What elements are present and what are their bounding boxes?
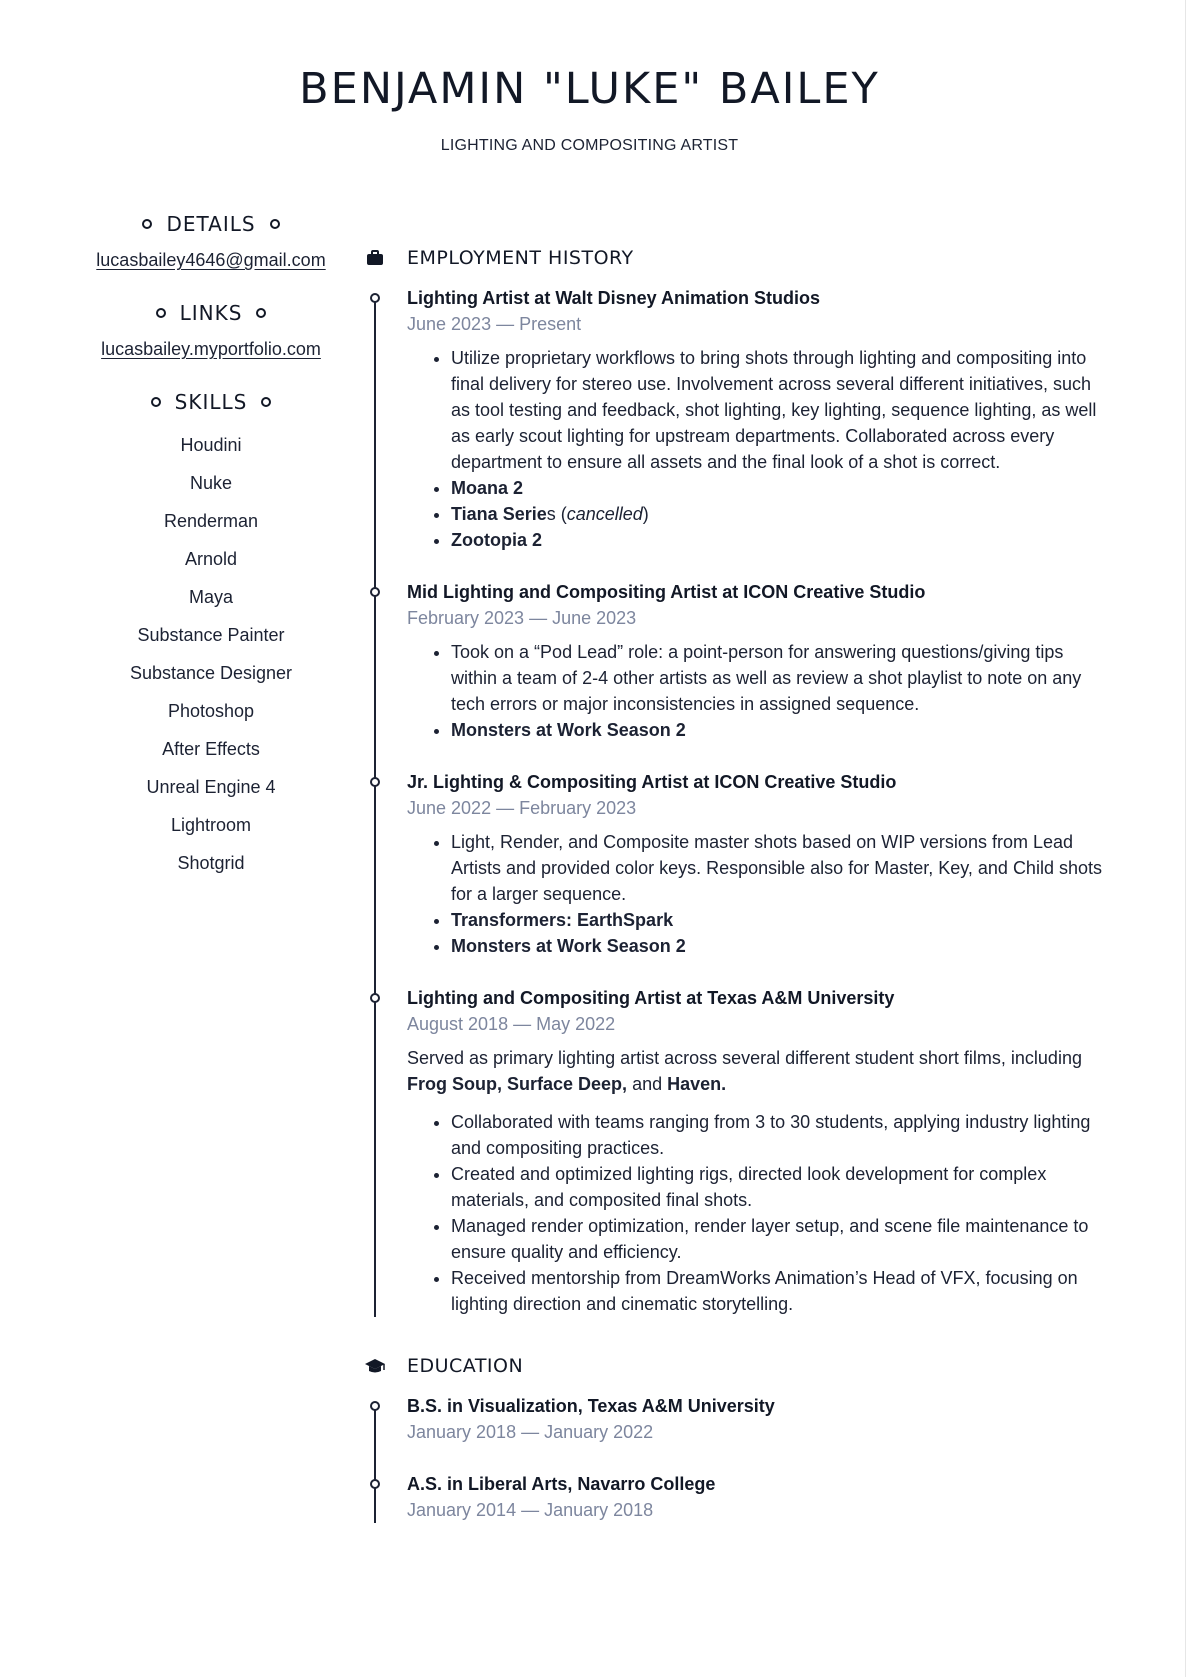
film-names: Frog Soup, Surface Deep, bbox=[407, 1074, 628, 1094]
job-entry bbox=[364, 769, 1108, 959]
project-name: Monsters at Work Season 2 bbox=[451, 936, 686, 956]
skills-heading bbox=[60, 388, 362, 416]
job-bullet: • Received mentorship from DreamWorks Animation’s Head of VFX, focusing on lighting direction and cinematic storytelling. bbox=[451, 1265, 1108, 1317]
job-bullet: • Took on a “Pod Lead” role: a point-person for answering questions/giving tips within a team of 2-4 other artists as well as review a shot playlist to note on any tech errors or major inconsistencies in assigned sequence. bbox=[451, 639, 1108, 717]
timeline-dot bbox=[370, 587, 380, 597]
job-bullets bbox=[407, 829, 1108, 959]
job-date: June 2023 — Present bbox=[407, 314, 582, 334]
email-link[interactable]: lucasbailey4646@gmail.com bbox=[96, 250, 326, 270]
skill-item: After Effects bbox=[162, 739, 260, 759]
skill-item: Houdini bbox=[180, 435, 242, 455]
job-title: Jr. Lighting & Compositing Artist at ICON Creative Studio bbox=[407, 772, 897, 792]
candidate-name: BENJAMIN "LUKE" BAILEY bbox=[299, 64, 880, 114]
ring-icon bbox=[261, 397, 271, 407]
skill-item: Substance Designer bbox=[129, 663, 293, 683]
job-bullets bbox=[407, 639, 1108, 743]
degree-date: January 2014 — January 2018 bbox=[407, 1500, 654, 1520]
education-title: EDUCATION bbox=[407, 1355, 524, 1377]
skill-item: Maya bbox=[188, 587, 233, 607]
education-entry bbox=[364, 1393, 1108, 1445]
timeline-dot bbox=[370, 777, 380, 787]
skill-item: Nuke bbox=[189, 473, 233, 493]
project-name: Monsters at Work Season 2 bbox=[451, 720, 686, 740]
education-heading bbox=[364, 1351, 1108, 1381]
job-bullet bbox=[451, 907, 1108, 933]
timeline-dot bbox=[370, 1479, 380, 1489]
ring-icon bbox=[256, 308, 266, 318]
graduation-cap-icon bbox=[364, 1355, 386, 1377]
skill-item: Shotgrid bbox=[177, 853, 245, 873]
details-section bbox=[60, 210, 362, 271]
portfolio-link[interactable]: lucasbailey.myportfolio.com bbox=[101, 339, 321, 359]
job-date: August 2018 — May 2022 bbox=[407, 1014, 616, 1034]
job-date: February 2023 — June 2023 bbox=[407, 608, 637, 628]
project-name: Tiana Serie bbox=[451, 504, 547, 524]
project-name: Transformers: EarthSpark bbox=[451, 910, 674, 930]
job-title: Lighting and Compositing Artist at Texas A&M University bbox=[407, 988, 895, 1008]
employment-heading bbox=[364, 243, 1108, 273]
summary-text: Served as primary lighting artist across several different student short films, including bbox=[407, 1048, 1082, 1068]
skill-item: Lightroom bbox=[170, 815, 252, 835]
skills-list bbox=[60, 426, 362, 882]
job-bullet bbox=[451, 717, 1108, 743]
job-bullet: • Light, Render, and Composite master shots based on WIP versions from Lead Artists and provided color keys. Responsible also for Master, Key, and Child shots for a larger sequence. bbox=[451, 829, 1108, 907]
links-heading bbox=[60, 299, 362, 327]
skill-item: Substance Painter bbox=[137, 625, 285, 645]
skill-item: Photoshop bbox=[167, 701, 255, 721]
project-suffix: s ( bbox=[546, 504, 567, 524]
conjunction: and bbox=[632, 1074, 663, 1094]
degree-title: B.S. in Visualization, Texas A&M University bbox=[407, 1396, 775, 1416]
job-bullets bbox=[407, 345, 1108, 553]
timeline-dot bbox=[370, 993, 380, 1003]
job-bullet bbox=[451, 475, 1108, 501]
ring-icon bbox=[270, 219, 280, 229]
project-name: Zootopia 2 bbox=[451, 530, 542, 550]
job-bullet: • Managed render optimization, render layer setup, and scene file maintenance to ensure quality and efficiency. bbox=[451, 1213, 1108, 1265]
job-date: June 2022 — February 2023 bbox=[407, 798, 637, 818]
job-entry bbox=[364, 579, 1108, 743]
degree-date: January 2018 — January 2022 bbox=[407, 1422, 654, 1442]
briefcase-icon bbox=[364, 247, 386, 269]
main-content bbox=[364, 243, 1108, 1523]
skill-item: Renderman bbox=[163, 511, 259, 531]
skill-item: Arnold bbox=[184, 549, 238, 569]
job-title: Mid Lighting and Compositing Artist at ICON Creative Studio bbox=[407, 582, 926, 602]
job-entry bbox=[364, 285, 1108, 553]
job-entry bbox=[364, 985, 1108, 1317]
project-close: ) bbox=[642, 504, 649, 524]
job-title: Lighting Artist at Walt Disney Animation Studios bbox=[407, 288, 820, 308]
timeline-dot bbox=[370, 293, 380, 303]
details-heading bbox=[60, 210, 362, 238]
job-bullet bbox=[451, 527, 1108, 553]
job-bullet bbox=[451, 933, 1108, 959]
links-section bbox=[60, 299, 362, 360]
skill-item: Unreal Engine 4 bbox=[146, 777, 276, 797]
links-title: LINKS bbox=[179, 301, 243, 325]
ring-icon bbox=[151, 397, 161, 407]
film-name-last: Haven. bbox=[667, 1074, 727, 1094]
job-bullet bbox=[451, 501, 1108, 527]
sidebar bbox=[60, 210, 362, 910]
skills-section bbox=[60, 388, 362, 882]
ring-icon bbox=[142, 219, 152, 229]
employment-title: EMPLOYMENT HISTORY bbox=[407, 247, 634, 269]
ring-icon bbox=[156, 308, 166, 318]
candidate-role: LIGHTING AND COMPOSITING ARTIST bbox=[440, 137, 739, 154]
job-summary bbox=[407, 1045, 1108, 1097]
details-title: DETAILS bbox=[166, 212, 256, 236]
project-name: Moana 2 bbox=[451, 478, 524, 498]
employment-timeline bbox=[364, 285, 1108, 1317]
timeline-dot bbox=[370, 1401, 380, 1411]
job-bullet: • Created and optimized lighting rigs, directed look development for complex materials, and composited final shots. bbox=[451, 1161, 1108, 1213]
education-entry bbox=[364, 1471, 1108, 1523]
skills-title: SKILLS bbox=[174, 390, 248, 414]
project-note: cancelled bbox=[566, 504, 643, 524]
education-timeline bbox=[364, 1393, 1108, 1523]
job-bullets bbox=[407, 1109, 1108, 1317]
job-bullet: • Utilize proprietary workflows to bring shots through lighting and compositing into final delivery for stereo use. Involvement across several different initiatives, such as tool testing and feedback, shot lighting, key lighting, sequence lighting, as well as early scout lighting for upstream departments. Collaborated across every department to ensure all assets and the final look of a shot is correct. bbox=[451, 345, 1108, 475]
job-bullet: • Collaborated with teams ranging from 3 to 30 students, applying industry lighting and compositing practices. bbox=[451, 1109, 1108, 1161]
degree-title: A.S. in Liberal Arts, Navarro College bbox=[407, 1474, 716, 1494]
